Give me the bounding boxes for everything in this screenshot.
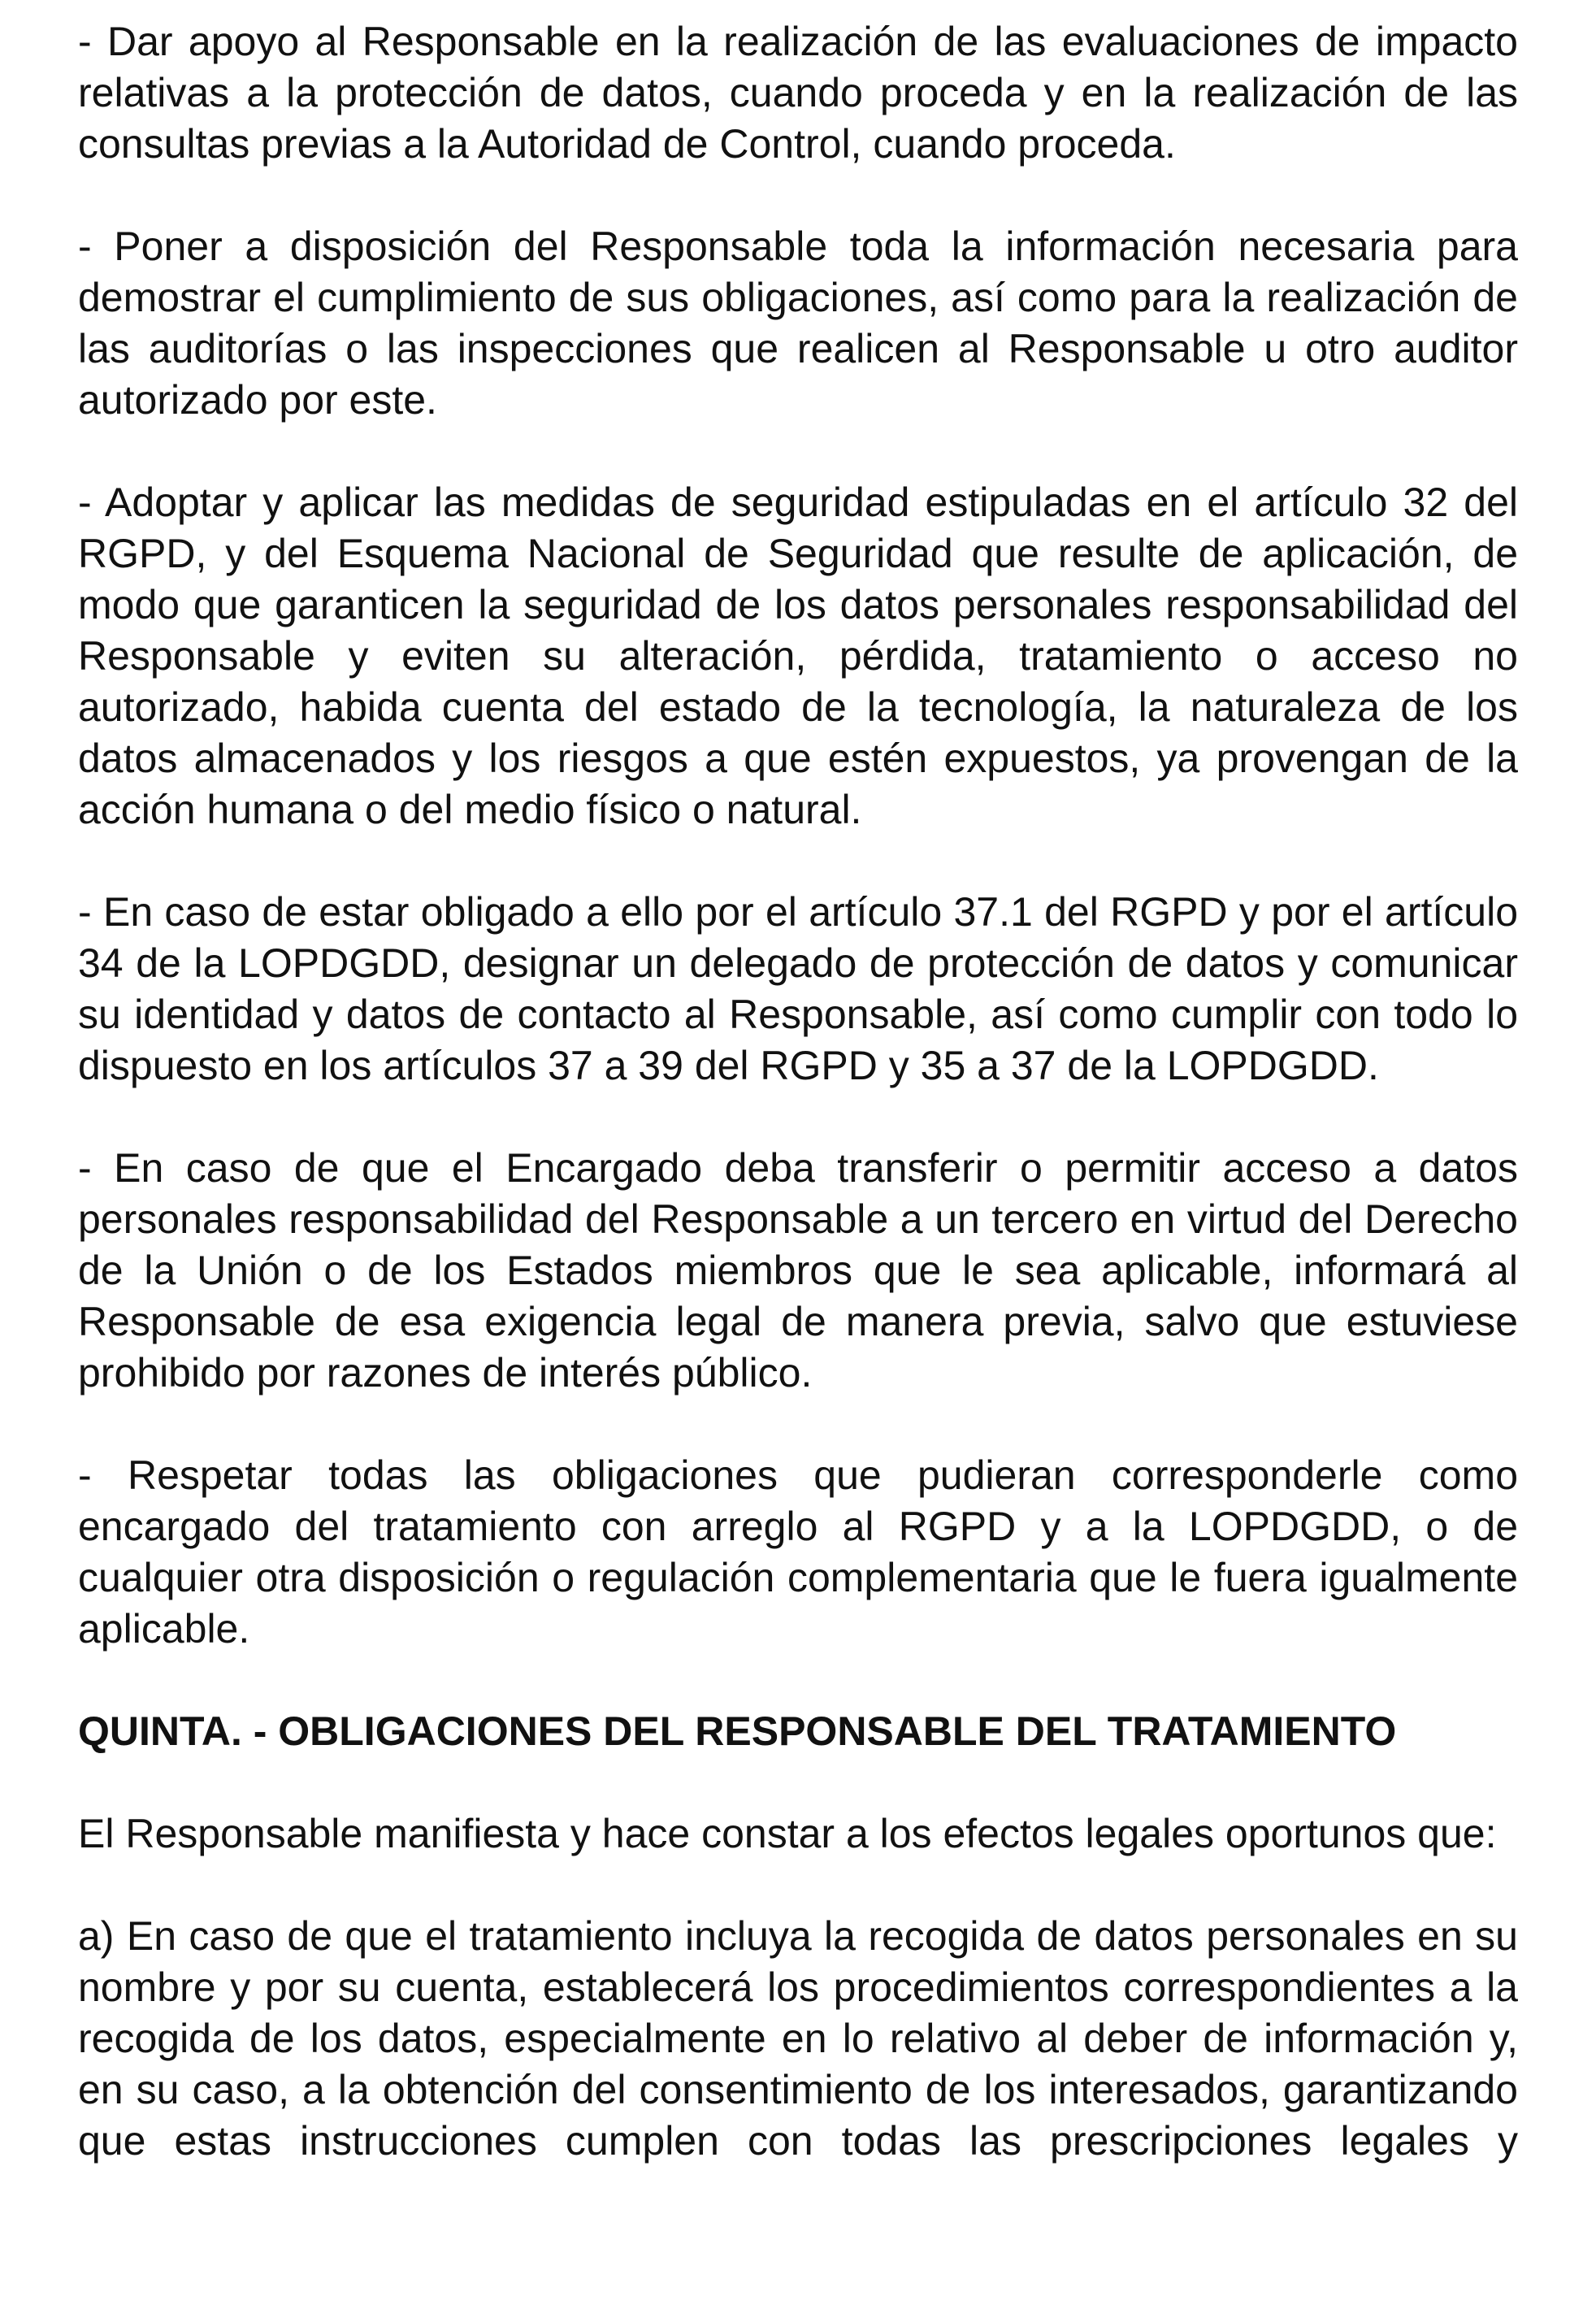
section-heading-quinta: QUINTA. - OBLIGACIONES DEL RESPONSABLE DEL TRATAMIENTO xyxy=(78,1708,1397,1754)
document-page xyxy=(78,16,1518,2218)
paragraph-clause-a: a) En caso de que el tratamiento incluya la recogida de datos personales en su nombre y por su cuenta, establecerá los procedimientos correspondientes a la recogida de los datos, especialmente en lo relativo al deber de información y, en su caso, a la obtención del consentimiento de los interesados, garantizando que estas instrucciones cumplen con todas las prescripciones legales y xyxy=(78,1913,1518,2164)
paragraph-medidas-seguridad: - Adoptar y aplicar las medidas de seguridad estipuladas en el artículo 32 del RGPD, y del Esquema Nacional de Seguridad que resulte de aplicación, de modo que garanticen la seguridad de los datos personales responsabilidad del Responsable y eviten su alteración, pérdida, tratamiento o acceso no autorizado, habida cuenta del estado de la tecnología, la naturaleza de los datos almacenados y los riesgos a que estén expuestos, ya provengan de la acción humana o del medio físico o natural. xyxy=(78,480,1518,832)
paragraph-evaluaciones-impacto: - Dar apoyo al Responsable en la realización de las evaluaciones de impacto relativas a la protección de datos, cuando proceda y en la realización de las consultas previas a la Autoridad de Control, cuando proceda. xyxy=(78,19,1518,167)
paragraph-transferencia-datos: - En caso de que el Encargado deba transferir o permitir acceso a datos personales responsabilidad del Responsable a un tercero en virtud del Derecho de la Unión o de los Estados miembros que le sea aplicable, informará al Responsable de esa exigencia legal de manera previa, salvo que estuviese prohibido por razones de interés público. xyxy=(78,1145,1518,1396)
paragraph-respetar-obligaciones: - Respetar todas las obligaciones que pudieran corresponderle como encargado del tratamiento con arreglo al RGPD y a la LOPDGDD, o de cualquier otra disposición o regulación complementaria que le fuera igualmente aplicable. xyxy=(78,1452,1518,1652)
paragraph-intro-responsable: El Responsable manifiesta y hace constar a los efectos legales oportunos que: xyxy=(78,1811,1497,1856)
paragraph-poner-a-disposicion: - Poner a disposición del Responsable toda la información necesaria para demostrar el cumplimiento de sus obligaciones, así como para la realización de las auditorías o las inspecciones que realicen al Responsable u otro auditor autorizado por este. xyxy=(78,224,1518,423)
paragraph-delegado-proteccion: - En caso de estar obligado a ello por el artículo 37.1 del RGPD y por el artículo 34 de la LOPDGDD, designar un delegado de protección de datos y comunicar su identidad y datos de contacto al Responsable, así como cumplir con todo lo dispuesto en los artículos 37 a 39 del RGPD y 35 a 37 de la LOPDGDD. xyxy=(78,889,1518,1088)
